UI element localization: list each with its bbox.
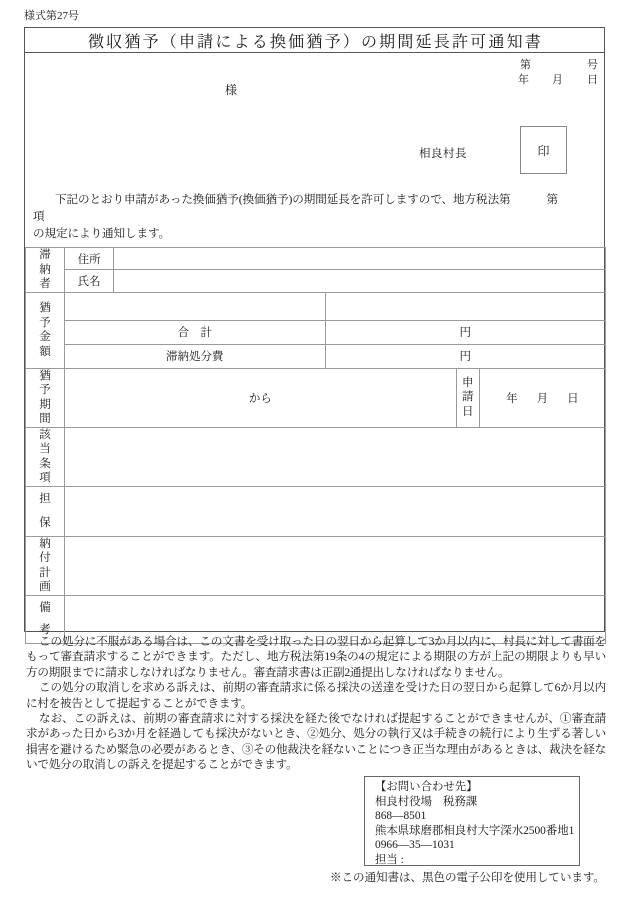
name-value-cell[interactable] (114, 270, 606, 292)
application-date-label-cell (456, 368, 479, 427)
table-row-amount-blank (26, 292, 606, 320)
application-date-label (457, 376, 479, 420)
remarks-label-char-2: 考 (39, 624, 51, 636)
amount-blank-value-cell[interactable] (325, 292, 606, 320)
payment-plan-label-char-1: 納 (39, 537, 51, 550)
taxpayer-label-char-3: 者 (39, 278, 51, 290)
clause-label-char-1: 該 (39, 428, 51, 441)
payment-plan-label (26, 537, 64, 595)
contact-office-line (375, 795, 579, 810)
period-value-cell[interactable] (65, 368, 457, 427)
document-title: 徴収猶予（申請による換価猶予）の期間延長許可通知書 (87, 33, 543, 51)
amount-label-char-2: 予 (39, 316, 51, 329)
period-label-char-3: 期 (39, 398, 51, 411)
contact-phone: 0966―35―1031 (375, 839, 455, 852)
date-month-label: 月 (552, 74, 563, 86)
legal-paragraph-3: なお、この訴えは、前期の審査請求に対する採決を経た後でなければ提起することができませんが、①審査請求があった日から3か月を経過しても採決がないとき、②処分、処分の執行又は手続きの続行により生ずる著しい損害を避けるため緊急の必要があるとき、③その他裁決を経ないことにつき正当な理由があるときは、裁決を経ないで処分の取消しの訴えを提起することができます。 (26, 712, 606, 772)
payment-plan-label-char-3: 計 (39, 566, 51, 579)
application-date-label-char-1: 申 (461, 376, 474, 389)
payment-plan-label-cell (26, 536, 65, 595)
notice-line2: の規定により通知します。 (33, 227, 170, 240)
taxpayer-label-char-2: 納 (39, 263, 51, 276)
contact-office: 相良村役場 (375, 795, 432, 808)
notice-paragraph (33, 191, 598, 242)
period-label (26, 369, 64, 427)
total-value-cell[interactable]: 円 (325, 320, 606, 344)
notice-line1-a: 下記のとおり申請があった換価猶予(換価猶予)の期間延長を許可しますので、地方税法第 (55, 193, 511, 206)
table-row-collateral (26, 486, 606, 536)
contact-heading: 【お問い合わせ先】 (375, 781, 478, 793)
remarks-label-char-1: 備 (39, 602, 51, 614)
legal-paragraph-1: この処分に不服がある場合は、この文書を受け取った日の翌日から起算して3か月以内に、村長に対して書面をもって審査請求することができます。ただし、地方税法第19条の4の規定による期限の方が上記の期限よりも早い方の期限までに請求しなければなりません。審査請求書は正副2通提出しなければなりません。 (26, 635, 606, 679)
period-label-cell (26, 368, 65, 427)
seal-mark: 印 (537, 143, 550, 158)
clause-value-cell[interactable] (65, 427, 606, 486)
addressee-honorific: 様 (225, 83, 238, 97)
taxpayer-label (26, 248, 64, 292)
taxpayer-label-char-1: 滞 (39, 249, 51, 261)
application-date-value-cell[interactable] (479, 368, 605, 427)
taxpayer-label-cell (26, 248, 65, 293)
table-row-name (26, 270, 606, 292)
legal-paragraph-2: この処分の取消しを求める訴えは、前期の審査請求に係る採決の送達を受けた日の翌日から起算して6か月以内に村を被告として提起することができます。 (26, 681, 606, 710)
payment-plan-label-char-4: 画 (39, 581, 51, 593)
contact-address: 熊本県球磨郡相良村大字深水2500番地1 (375, 824, 575, 837)
notice-line1-b: 第 (546, 193, 558, 206)
period-kara-label: から (248, 392, 272, 405)
form-number: 様式第27号 (24, 10, 79, 22)
name-label-cell: 氏名 (65, 270, 114, 292)
address-label-cell: 住所 (65, 248, 114, 270)
date-day-label: 日 (587, 74, 598, 86)
application-date-label-char-2: 請 (461, 391, 474, 404)
contact-department: 税務課 (442, 795, 478, 808)
collateral-label-cell (26, 486, 65, 536)
collateral-label-char-1: 担 (39, 493, 51, 505)
application-date-ymd (506, 393, 579, 405)
period-label-char-1: 猶 (39, 369, 51, 382)
issuer-name: 相良村長 (419, 148, 467, 160)
table-row-period (26, 368, 606, 427)
amount-label (26, 301, 64, 359)
document-title-band (25, 28, 604, 53)
amount-label-char-3: 金 (39, 331, 51, 343)
date-year-label: 年 (518, 74, 529, 86)
document-number-line (520, 56, 598, 72)
clause-label (26, 428, 64, 486)
clause-label-char-2: 当 (39, 443, 51, 455)
delinquency-cost-value-cell[interactable]: 円 (325, 344, 606, 368)
document-date-line (518, 71, 598, 87)
clause-label-char-4: 項 (39, 472, 51, 484)
seal-box (520, 126, 567, 174)
application-date-year: 年 (506, 392, 518, 405)
collateral-value-cell[interactable] (65, 486, 606, 536)
address-value-cell[interactable] (114, 248, 606, 270)
application-date-label-char-3: 日 (461, 405, 474, 418)
table-row-delinquency-cost (26, 344, 606, 368)
application-date-month: 月 (536, 392, 549, 405)
details-table (25, 247, 606, 644)
document-number-suffix: 号 (587, 59, 598, 71)
contact-info-box (364, 776, 580, 866)
notice-line1-c: 項 (33, 210, 45, 223)
payment-plan-label-char-2: 付 (39, 552, 51, 564)
amount-blank-label-cell[interactable] (65, 292, 325, 320)
amount-label-char-4: 額 (39, 345, 51, 358)
collateral-label (26, 487, 64, 535)
table-row-total (26, 320, 606, 344)
table-row-payment-plan (26, 536, 606, 595)
contact-person-in-charge: 担当 : (375, 853, 404, 866)
period-label-char-4: 間 (39, 413, 51, 425)
clause-label-cell (26, 427, 65, 486)
electronic-seal-footnote: ※この通知書は、黒色の電子公印を使用しています。 (330, 871, 605, 884)
clause-label-char-3: 条 (39, 457, 51, 470)
notice-outer-frame (24, 27, 605, 636)
total-label-cell: 合 計 (65, 320, 325, 344)
application-date-day: 日 (567, 392, 579, 405)
amount-label-char-1: 猶 (39, 302, 51, 314)
table-row-address (26, 248, 606, 270)
payment-plan-value-cell[interactable] (65, 536, 606, 595)
legal-notice-section (26, 634, 606, 773)
table-row-clause (26, 427, 606, 486)
amount-label-cell (26, 292, 65, 368)
contact-postal-code: 868―8501 (375, 810, 427, 823)
delinquency-cost-label-cell: 滞納処分費 (65, 344, 325, 368)
document-number-prefix: 第 (520, 59, 531, 71)
collateral-label-char-2: 保 (39, 517, 51, 529)
period-label-char-2: 予 (39, 384, 51, 396)
